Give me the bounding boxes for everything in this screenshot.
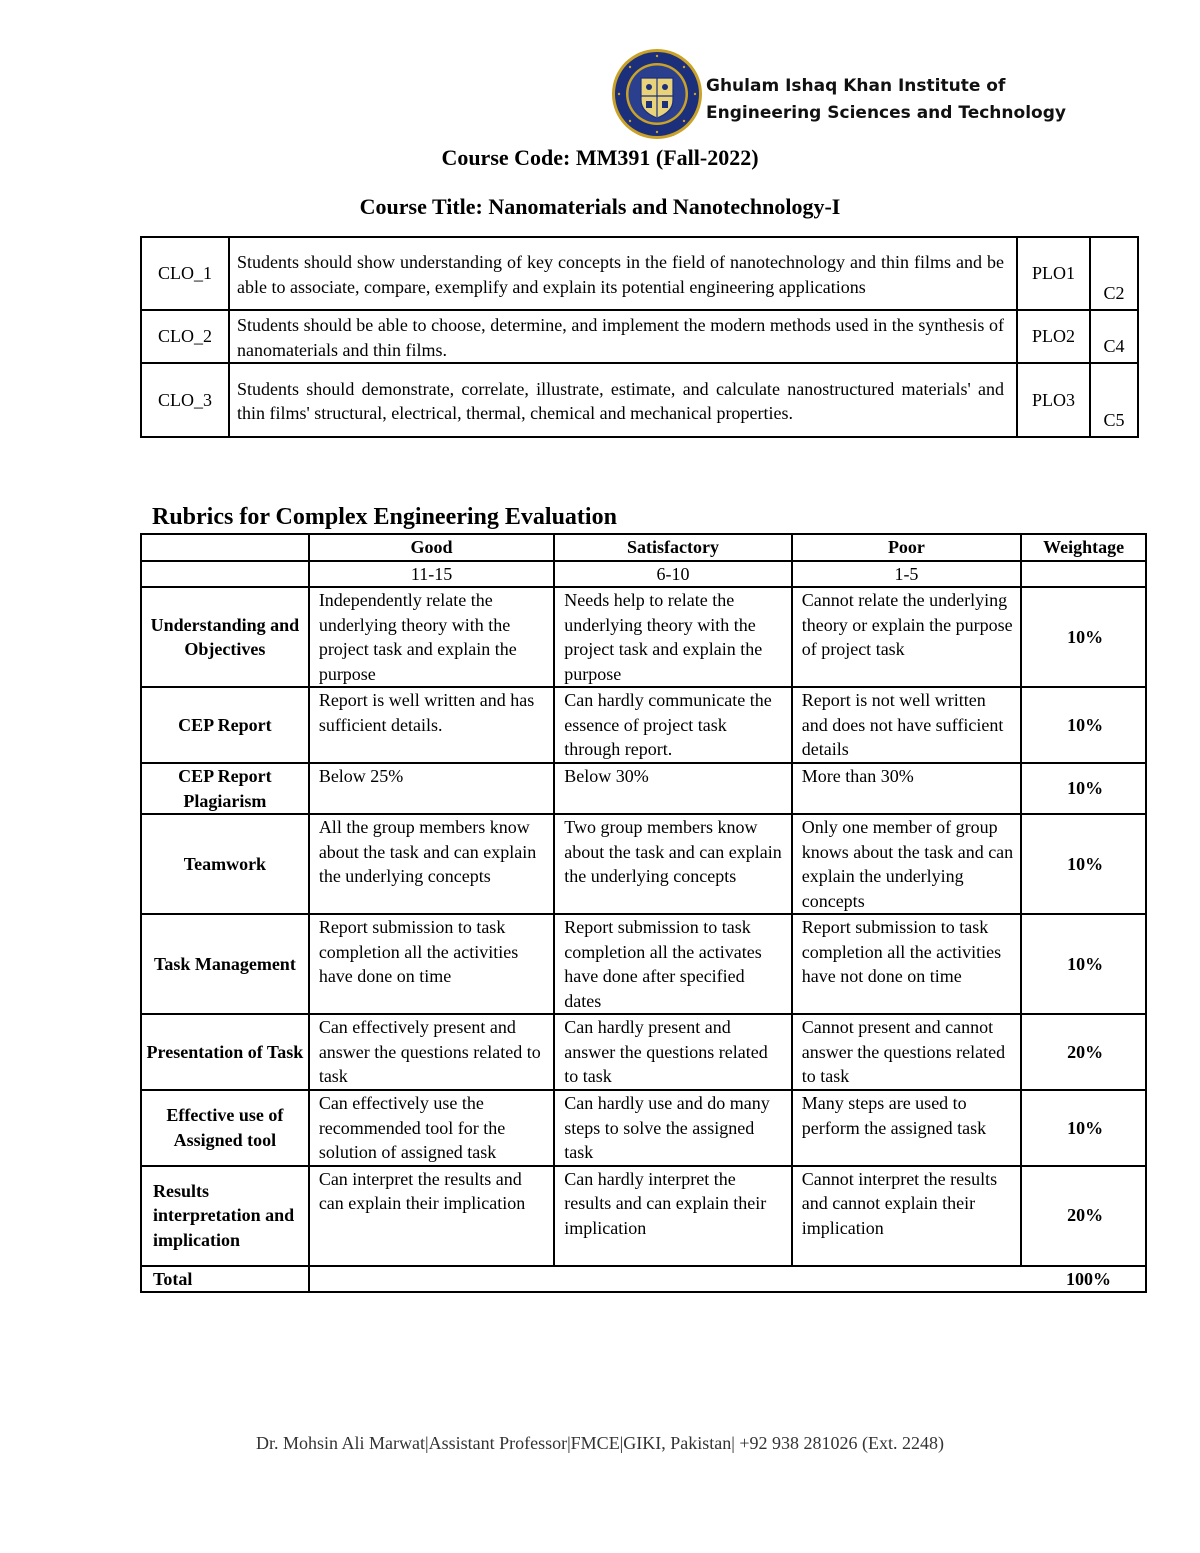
clo-id: CLO_3 bbox=[141, 363, 229, 437]
good-description: Below 25% bbox=[309, 763, 554, 814]
good-description: Can effectively present and answer the questions related to task bbox=[309, 1014, 554, 1090]
criterion: Effective use of Assigned tool bbox=[141, 1090, 309, 1166]
range-satisfactory: 6-10 bbox=[554, 561, 791, 588]
clo-description: Students should be able to choose, determine, and implement the modern methods used in the synthesis of nanomaterials and thin films. bbox=[229, 310, 1017, 363]
clo-level: C4 bbox=[1090, 310, 1138, 363]
satisfactory-description: Can hardly communicate the essence of project task through report. bbox=[554, 687, 791, 763]
institution-name-line1: Ghulam Ishaq Khan Institute of bbox=[706, 76, 1006, 96]
header-criterion bbox=[141, 534, 309, 561]
criterion: Results interpretation and implication bbox=[141, 1166, 309, 1266]
rubrics-table bbox=[140, 533, 1147, 1293]
satisfactory-description: Needs help to relate the underlying theory with the project task and explain the purpose bbox=[554, 587, 791, 687]
weightage: 10% bbox=[1021, 763, 1146, 814]
good-description: Report submission to task completion all the activities have done on time bbox=[309, 914, 554, 1014]
course-title: Course Title: Nanomaterials and Nanotechnology-I bbox=[359, 194, 841, 219]
weightage: 10% bbox=[1021, 914, 1146, 1014]
header-good: Good bbox=[309, 534, 554, 561]
good-description: Report is well written and has sufficient details. bbox=[309, 687, 554, 763]
institution-name bbox=[706, 73, 1066, 127]
satisfactory-description: Below 30% bbox=[554, 763, 791, 814]
footer-contact: Dr. Mohsin Ali Marwat|Assistant Professor|FMCE|GIKI, Pakistan| +92 938 281026 (Ext. 2248) bbox=[255, 1433, 945, 1453]
header-poor: Poor bbox=[792, 534, 1021, 561]
header-weightage: Weightage bbox=[1021, 534, 1146, 561]
table-row bbox=[141, 1014, 1146, 1090]
weightage: 10% bbox=[1021, 687, 1146, 763]
criterion: Task Management bbox=[141, 914, 309, 1014]
total-row bbox=[141, 1266, 1146, 1293]
poor-description: Cannot interpret the results and cannot explain their implication bbox=[792, 1166, 1021, 1266]
clo-row bbox=[141, 310, 1138, 363]
poor-description: Cannot present and cannot answer the questions related to task bbox=[792, 1014, 1021, 1090]
criterion: Teamwork bbox=[141, 814, 309, 914]
clo-plo: PLO2 bbox=[1017, 310, 1090, 363]
clo-row bbox=[141, 363, 1138, 437]
satisfactory-description: Report submission to task completion all the activates have done after specified dates bbox=[554, 914, 791, 1014]
satisfactory-description: Two group members know about the task and can explain the underlying concepts bbox=[554, 814, 791, 914]
poor-description: More than 30% bbox=[792, 763, 1021, 814]
good-description: Independently relate the underlying theory with the project task and explain the purpose bbox=[309, 587, 554, 687]
clo-plo: PLO1 bbox=[1017, 237, 1090, 310]
weightage: 20% bbox=[1021, 1166, 1146, 1266]
poor-description: Cannot relate the underlying theory or explain the purpose of project task bbox=[792, 587, 1021, 687]
range-weight-empty bbox=[1021, 561, 1146, 588]
table-row bbox=[141, 687, 1146, 763]
table-row bbox=[141, 763, 1146, 814]
range-good: 11-15 bbox=[309, 561, 554, 588]
rubrics-heading: Rubrics for Complex Engineering Evaluation bbox=[152, 504, 617, 530]
clo-description: Students should demonstrate, correlate, illustrate, estimate, and calculate nanostructured materials' and thin films' structural, electrical, thermal, chemical and mechanical properties. bbox=[229, 363, 1017, 437]
poor-description: Only one member of group knows about the task and can explain the underlying concepts bbox=[792, 814, 1021, 914]
criterion: Understanding and Objectives bbox=[141, 587, 309, 687]
poor-description: Report submission to task completion all the activities have not done on time bbox=[792, 914, 1021, 1014]
range-poor: 1-5 bbox=[792, 561, 1021, 588]
institute-logo bbox=[611, 48, 703, 140]
criterion: CEP Report Plagiarism bbox=[141, 763, 309, 814]
rubrics-range-row bbox=[141, 561, 1146, 588]
table-row bbox=[141, 587, 1146, 687]
weightage: 10% bbox=[1021, 587, 1146, 687]
range-empty bbox=[141, 561, 309, 588]
table-row bbox=[141, 1166, 1146, 1266]
total-value: 100% bbox=[309, 1266, 1146, 1293]
poor-description: Report is not well written and does not have sufficient details bbox=[792, 687, 1021, 763]
criterion: CEP Report bbox=[141, 687, 309, 763]
table-row bbox=[141, 814, 1146, 914]
poor-description: Many steps are used to perform the assigned task bbox=[792, 1090, 1021, 1166]
satisfactory-description: Can hardly interpret the results and can explain their implication bbox=[554, 1166, 791, 1266]
good-description: All the group members know about the task and can explain the underlying concepts bbox=[309, 814, 554, 914]
clo-plo: PLO3 bbox=[1017, 363, 1090, 437]
course-code: Course Code: MM391 (Fall-2022) bbox=[441, 145, 759, 170]
clo-description: Students should show understanding of key concepts in the field of nanotechnology and thin films and be able to associate, compare, exemplify and explain its potential engineering applications bbox=[229, 237, 1017, 310]
clo-id: CLO_1 bbox=[141, 237, 229, 310]
good-description: Can interpret the results and can explain their implication bbox=[309, 1166, 554, 1266]
satisfactory-description: Can hardly present and answer the questions related to task bbox=[554, 1014, 791, 1090]
rubrics-header-row bbox=[141, 534, 1146, 561]
satisfactory-description: Can hardly use and do many steps to solve the assigned task bbox=[554, 1090, 791, 1166]
table-row bbox=[141, 1090, 1146, 1166]
good-description: Can effectively use the recommended tool for the solution of assigned task bbox=[309, 1090, 554, 1166]
institution-name-line2: Engineering Sciences and Technology bbox=[706, 103, 1066, 123]
weightage: 10% bbox=[1021, 814, 1146, 914]
clo-level: C2 bbox=[1090, 237, 1138, 310]
weightage: 20% bbox=[1021, 1014, 1146, 1090]
clo-table bbox=[140, 236, 1139, 438]
clo-id: CLO_2 bbox=[141, 310, 229, 363]
clo-level: C5 bbox=[1090, 363, 1138, 437]
header-satisfactory: Satisfactory bbox=[554, 534, 791, 561]
criterion: Presentation of Task bbox=[141, 1014, 309, 1090]
total-label: Total bbox=[141, 1266, 309, 1293]
table-row bbox=[141, 914, 1146, 1014]
weightage: 10% bbox=[1021, 1090, 1146, 1166]
clo-row bbox=[141, 237, 1138, 310]
